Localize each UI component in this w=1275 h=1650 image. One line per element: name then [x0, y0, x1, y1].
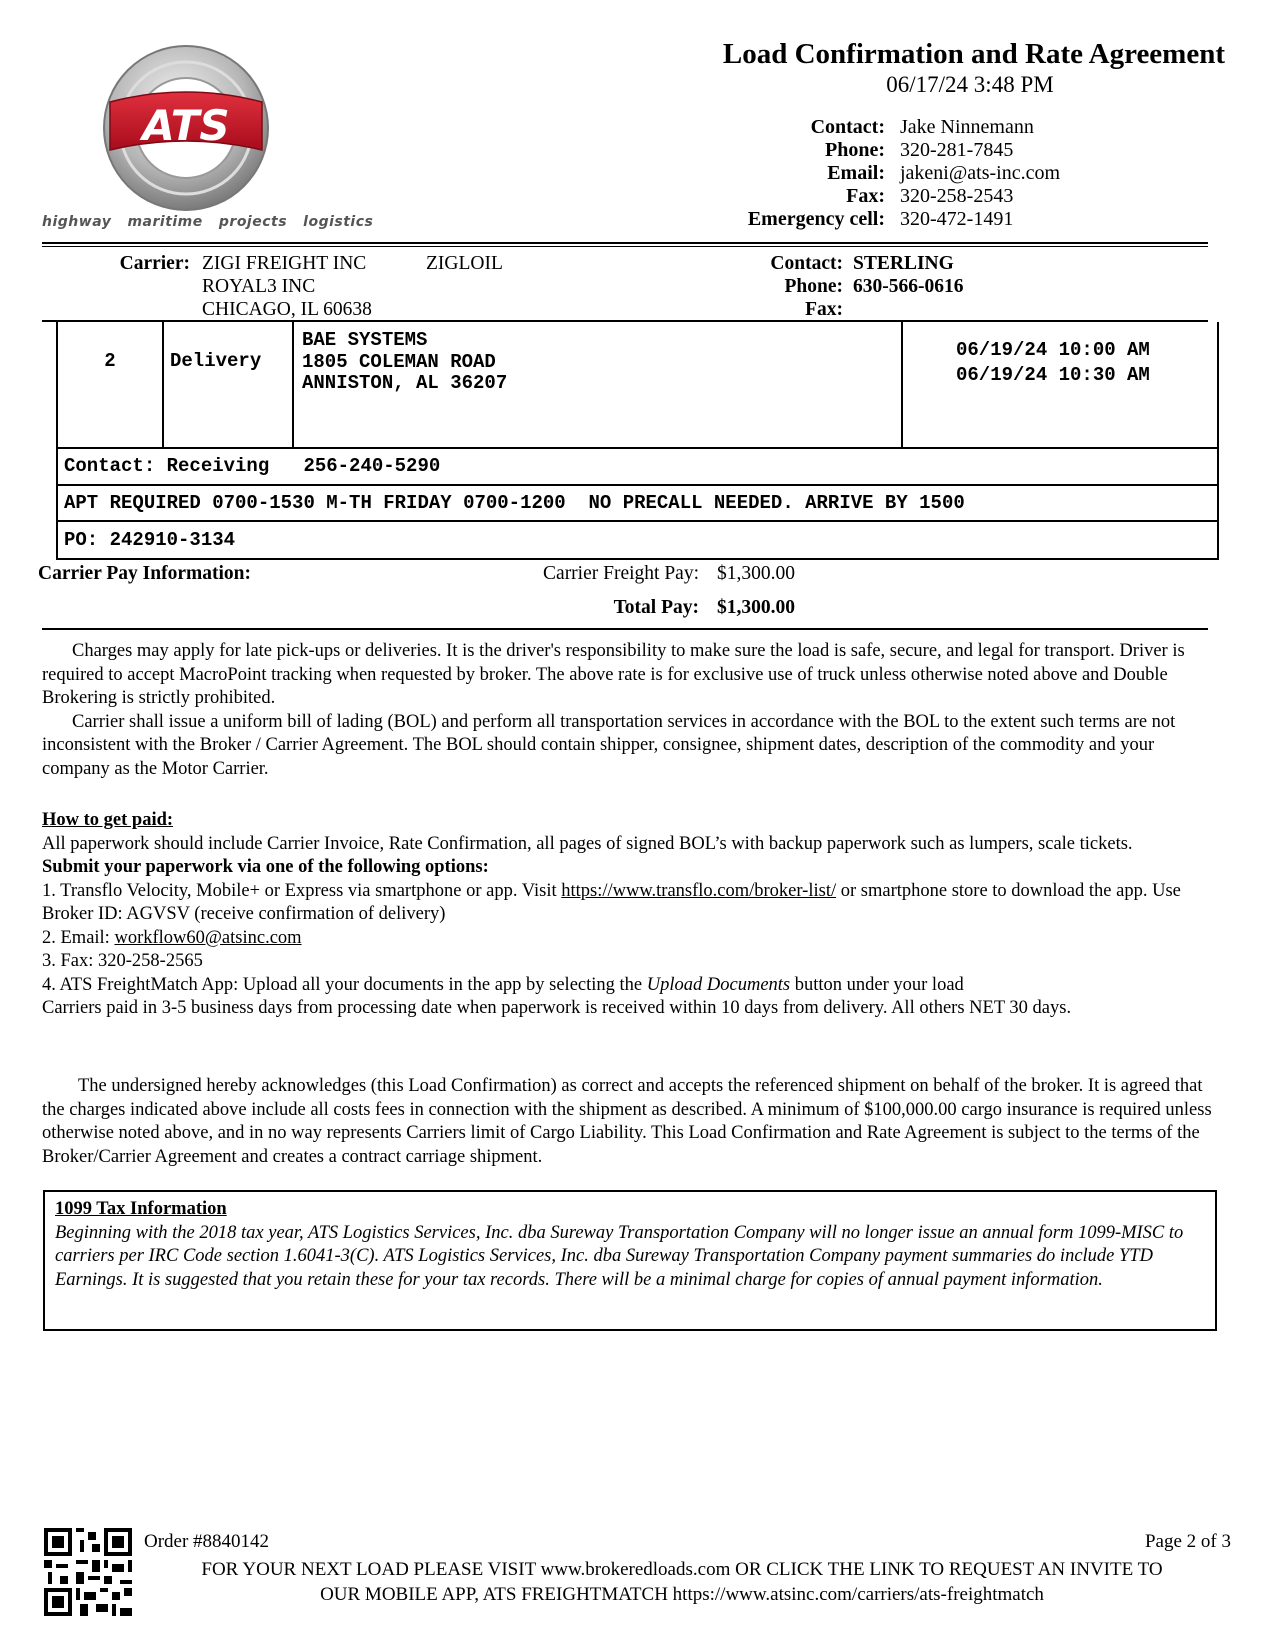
option-email-text: 2. Email:: [42, 927, 115, 948]
pay-section-label: Carrier Pay Information:: [38, 563, 252, 584]
emergency-value: 320-472-1491: [900, 208, 1014, 230]
option-transflo: [42, 880, 1217, 927]
total-pay-label: Total Pay:: [613, 597, 699, 618]
page-number: Page 2 of 3: [1144, 1531, 1231, 1552]
acknowledgement-text: The undersigned hereby acknowledges (this Load Confirmation) as correct and accepts the referenced shipment on behalf of the broker. It is agreed that the charges indicated above include all costs fees in connection with the shipment as described. A minimum of $100,000.00 cargo insurance is required unless otherwise noted above, and in no way represents Carriers limit of Cargo Liability. This Load Confirmation and Rate Agreement is subject to the terms of the Broker/Carrier Agreement and creates a contract carriage shipment.: [42, 1076, 1212, 1167]
stop-address: [302, 330, 507, 395]
carrier-contact: STERLING: [853, 253, 954, 274]
document-title: Load Confirmation and Rate Agreement: [722, 38, 1225, 70]
stop-po: PO: 242910-3134: [64, 529, 236, 551]
paperwork-intro: All paperwork should include Carrier Invoice, Rate Confirmation, all pages of signed BOL’s with backup paperwork such as lumpers, scale tickets.: [42, 833, 1133, 854]
stop-notes-row: [56, 484, 1219, 522]
acknowledgement: [42, 1075, 1217, 1169]
workflow-email-link[interactable]: workflow60@atsinc.com: [114, 927, 302, 948]
carrier-fax-label: Fax:: [805, 299, 843, 320]
footer-promo: [140, 1557, 1224, 1607]
contact-name: Jake Ninnemann: [900, 116, 1034, 138]
fax-label: Fax:: [846, 185, 885, 207]
logo-tagline: highway maritime projects logistics: [42, 214, 374, 230]
carrier-line3: CHICAGO, IL 60638: [202, 299, 372, 320]
footer-promo-line1: FOR YOUR NEXT LOAD PLEASE VISIT www.brokeredloads.com OR CLICK THE LINK TO REQUEST AN INVITE TO: [201, 1559, 1163, 1580]
carrier-phone-label: Phone:: [784, 276, 843, 297]
carrier-code: ZIGLOIL: [426, 253, 503, 274]
option-freightmatch-text: 4. ATS FreightMatch App: Upload all your documents in the app by selecting the: [42, 974, 647, 995]
phone-label: Phone:: [825, 139, 885, 161]
freight-pay-label: Carrier Freight Pay:: [543, 563, 699, 584]
carrier-line2: ROYAL3 INC: [202, 276, 316, 297]
stop-po-row: [56, 520, 1219, 560]
carrier-contact-label: Contact:: [770, 253, 843, 274]
pay-divider: [42, 628, 1208, 630]
carrier-name: ZIGI FREIGHT INC: [202, 253, 367, 274]
document-datetime: 06/17/24 3:48 PM: [886, 72, 1054, 97]
tax-heading: 1099 Tax Information: [55, 1199, 227, 1219]
option-email: [42, 927, 1217, 951]
upload-documents-text: Upload Documents: [646, 974, 791, 995]
phone-value: 320-281-7845: [900, 139, 1014, 161]
logo-text: ATS: [142, 101, 230, 150]
submit-heading: Submit your paperwork via one of the following options:: [42, 857, 489, 877]
broker-contact-block: [0, 116, 1275, 236]
stop-address-line1: BAE SYSTEMS: [302, 329, 428, 351]
terms-paragraph-2: Carrier shall issue a uniform bill of lading (BOL) and perform all transportation services in accordance with the BOL to the extent such terms are not inconsistent with the Broker / Carrier Agreement. The BOL should contain shipper, consignee, shipment dates, description of the commodity and your company as the Motor Carrier.: [42, 711, 1176, 779]
stop-times: [956, 338, 1150, 388]
stop-contact: Contact: Receiving 256-240-5290: [64, 455, 441, 477]
email-label: Email:: [827, 162, 885, 184]
stop-notes: APT REQUIRED 0700-1530 M-TH FRIDAY 0700-1200 NO PRECALL NEEDED. ARRIVE BY 1500: [64, 492, 965, 514]
stop-table: [56, 322, 1219, 449]
header-divider-thin: [42, 246, 1208, 247]
total-pay-value: $1,300.00: [717, 597, 795, 618]
email-value: jakeni@ats-inc.com: [900, 162, 1061, 184]
freight-pay-value: $1,300.00: [717, 563, 795, 584]
header-divider: [42, 242, 1208, 244]
transflo-link[interactable]: https://www.transflo.com/broker-list/: [561, 880, 837, 901]
payment-timing: Carriers paid in 3-5 business days from processing date when paperwork is received within 10 days from delivery. All others NET 30 days.: [42, 998, 1072, 1018]
option-transflo-text-2: or smartphone store to download the app. Use Broker ID: AGVSV (receive confirmation of delivery): [42, 880, 1181, 924]
fax-value: 320-258-2543: [900, 185, 1014, 207]
tax-info-box: [43, 1190, 1217, 1331]
qr-code-icon: [44, 1528, 132, 1616]
terms-section: [42, 640, 1217, 781]
stop-time-start: 06/19/24 10:00 AM: [956, 339, 1150, 361]
terms-paragraph-1: Charges may apply for late pick-ups or deliveries. It is the driver's responsibility to make sure the load is safe, secure, and legal for transport. Driver is required to accept MacroPoint tracking when requested by broker. The above rate is for exclusive use of truck unless otherwise noted above and Double Brokering is strictly prohibited.: [42, 641, 1185, 708]
option-fax: 3. Fax: 320-258-2565: [42, 951, 203, 971]
carrier-label: Carrier:: [119, 253, 190, 274]
how-to-get-paid-heading: How to get paid:: [42, 810, 174, 830]
option-freightmatch: [42, 974, 1217, 998]
carrier-block: [0, 252, 1275, 322]
payment-instructions: [42, 809, 1217, 1021]
carrier-phone: 630-566-0616: [853, 276, 964, 297]
stop-time-end: 06/19/24 10:30 AM: [956, 364, 1150, 386]
stop-address-line3: ANNISTON, AL 36207: [302, 372, 508, 394]
stop-address-line2: 1805 COLEMAN ROAD: [302, 350, 496, 373]
order-number: Order #8840142: [144, 1531, 270, 1552]
footer-promo-line2: OUR MOBILE APP, ATS FREIGHTMATCH https://www.atsinc.com/carriers/ats-freightmatch: [320, 1584, 1044, 1605]
tax-body: Beginning with the 2018 tax year, ATS Logistics Services, Inc. dba Sureway Transportation Company will no longer issue an annual form 1099-MISC to carriers per IRC Code section 1.6041-3(C). ATS Logistics Services, Inc. dba Sureway Transportation Company payment summaries do include YTD Earnings. It is suggested that you retain these for your tax records. There will be a minimal charge for copies of annual payment information.: [55, 1222, 1184, 1290]
contact-label: Contact:: [810, 116, 885, 138]
emergency-label: Emergency cell:: [747, 208, 885, 230]
stop-type: Delivery: [170, 350, 262, 372]
option-freightmatch-text-2: button under your load: [790, 974, 964, 995]
stop-contact-row: [56, 447, 1219, 486]
option-transflo-text: 1. Transflo Velocity, Mobile+ or Express via smartphone or app. Visit: [42, 880, 562, 901]
stop-number: 2: [104, 350, 116, 372]
